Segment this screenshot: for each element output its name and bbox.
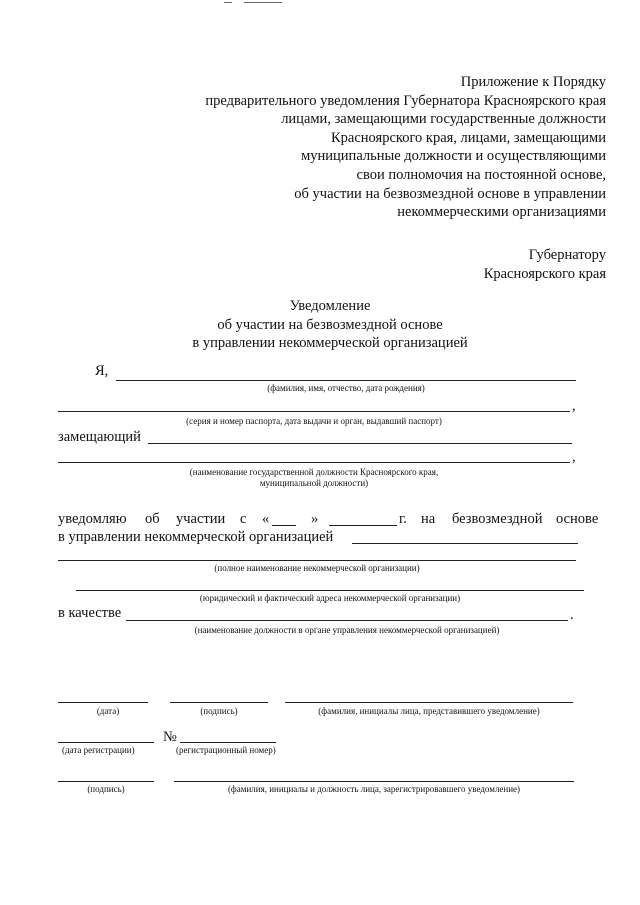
notify-word: с	[240, 511, 247, 527]
title-line: в управлении некоммерческой организацией	[192, 335, 468, 352]
position-field-line-2[interactable]	[58, 462, 570, 463]
scan-mark	[244, 2, 282, 3]
position-field-line-1[interactable]	[148, 443, 572, 444]
caption-role: (наименование должности в органе управления некоммерческой организацией)	[194, 625, 500, 635]
title-line: Уведомление	[289, 298, 371, 314]
reg-date-field-line[interactable]	[58, 742, 154, 743]
caption-position-line: муниципальной должности)	[259, 478, 369, 488]
caption-date: (дата)	[96, 706, 120, 716]
caption-signature2: (подпись)	[87, 784, 125, 794]
document-title	[100, 297, 560, 353]
registrar-field-line[interactable]	[174, 781, 574, 782]
notify-word: уведомляю	[58, 511, 127, 527]
quote-open: «	[262, 511, 270, 527]
notify-word: на	[421, 511, 436, 527]
appendix-line: предварительного уведомления Губернатора Красноярского края	[205, 92, 606, 109]
addressee-line: Красноярского края	[483, 265, 606, 282]
appendix-line: некоммерческими организациями	[397, 204, 606, 221]
caption-signature: (подпись)	[200, 706, 238, 716]
org-field-line-1[interactable]	[352, 543, 578, 544]
signature-field-line[interactable]	[170, 702, 268, 703]
notify-word: об	[145, 511, 160, 527]
appendix-line: лицами, замещающими государственные должности	[281, 111, 606, 128]
appendix-header	[86, 73, 606, 222]
caption-org-address: (юридический и фактический адреса некоммерческой организации)	[199, 593, 461, 603]
notify-word: безвозмездной	[452, 511, 543, 527]
reg-number-field-line[interactable]	[180, 742, 276, 743]
caption-reg-number: (регистрационный номер)	[176, 745, 276, 755]
v-kachestve-label: в качестве	[58, 605, 122, 621]
caption-passport: (серия и номер паспорта, дата выдачи и орган, выдавший паспорт)	[186, 416, 442, 426]
appendix-line: Красноярского края, лицами, замещающими	[331, 129, 606, 146]
date-field-line[interactable]	[58, 702, 148, 703]
passport-field-line[interactable]	[58, 411, 570, 412]
notify-line2: в управлении некоммерческой организацией	[58, 529, 334, 545]
caption-registrar: (фамилия, инициалы и должность лица, зарегистрировавшего уведомление)	[227, 784, 521, 794]
fio-field-line[interactable]	[116, 380, 576, 381]
caption-position-line: (наименование государственной должности Красноярского края,	[189, 467, 439, 477]
addressee	[306, 246, 606, 283]
quote-close: »	[311, 511, 319, 527]
notify-word: основе	[556, 511, 599, 527]
scan-mark	[224, 2, 232, 3]
submitter-field-line[interactable]	[285, 702, 573, 703]
caption-position	[58, 467, 570, 489]
appendix-line: муниципальные должности и осуществляющими	[301, 148, 606, 165]
month-field-line[interactable]	[329, 525, 397, 526]
appendix-line: об участии на безвозмездной основе в управлении	[294, 185, 606, 202]
signature2-field-line[interactable]	[58, 781, 154, 782]
year-label: г.	[399, 511, 407, 527]
title-line: об участии на безвозмездной основе	[217, 316, 443, 333]
day-field-line[interactable]	[272, 525, 296, 526]
org-field-line-2[interactable]	[58, 560, 576, 561]
role-field-line[interactable]	[126, 620, 568, 621]
addressee-line: Губернатору	[528, 247, 606, 263]
org-address-field-line[interactable]	[76, 590, 584, 591]
ya-label: Я,	[95, 363, 109, 379]
number-sign: №	[163, 729, 177, 745]
caption-fio: (фамилия, имя, отчество, дата рождения)	[267, 383, 425, 393]
zameshchayushchiy-label: замещающий	[58, 429, 141, 445]
caption-submitter: (фамилия, инициалы лица, представившего уведомление)	[318, 706, 540, 716]
appendix-line: свои полномочия на постоянной основе,	[356, 166, 606, 183]
comma: ,	[572, 449, 576, 465]
caption-reg-date: (дата регистрации)	[62, 745, 135, 755]
period: .	[570, 607, 574, 623]
notify-word: участии	[176, 511, 226, 527]
caption-org-name: (полное наименование некоммерческой организации)	[214, 563, 420, 573]
appendix-line: Приложение к Порядку	[460, 74, 606, 90]
comma: ,	[572, 398, 576, 414]
